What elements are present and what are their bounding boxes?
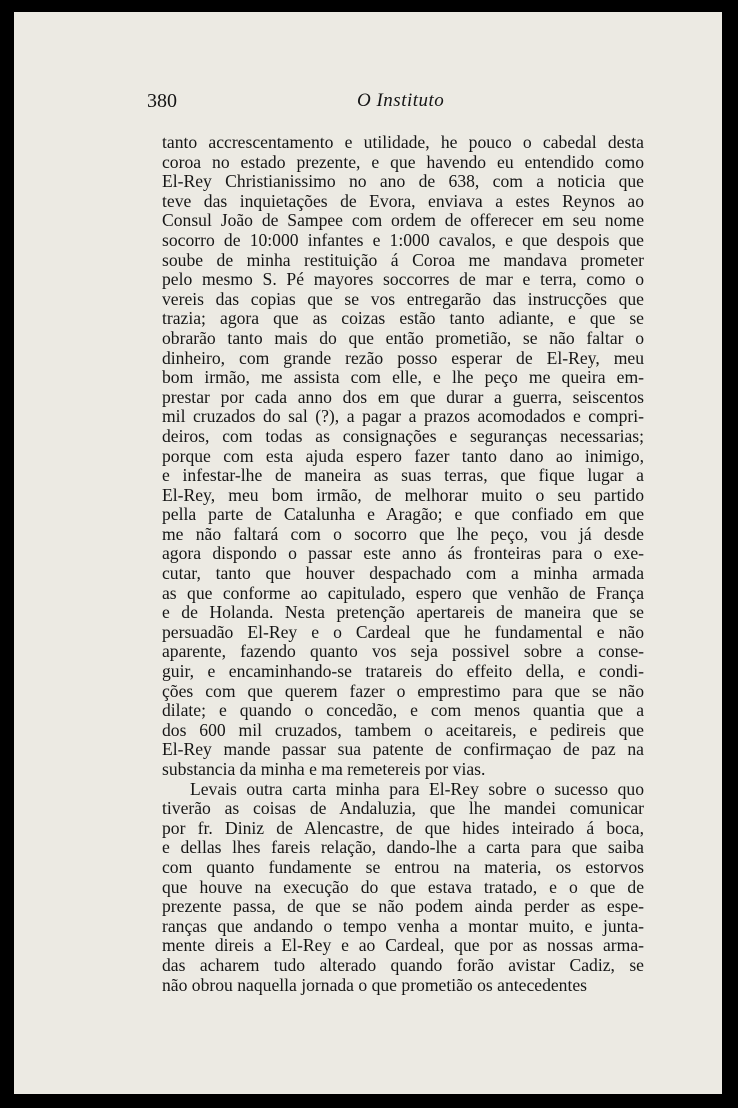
text-line: as que conforme ao capitulado, espero que venhão de França [162, 582, 644, 603]
text-line: obrarão tanto mais do que então prometião, se não faltar o [162, 327, 644, 348]
text-line: socorro de 10:000 infantes e 1:000 cavalos, e que despois que [162, 229, 644, 250]
text-line: coroa no estado prezente, e que havendo eu entendido como [162, 151, 644, 172]
text-line: dilate; e quando o concedão, e com menos quantia que a [162, 700, 644, 721]
text-line: pelo mesmo S. Pé mayores soccorres de mar e terra, como o [162, 269, 644, 290]
text-line: e infestar-lhe de maneira as suas terras, que fique lugar a [162, 465, 644, 486]
text-line: soube de minha restituição á Coroa me mandava prometer [162, 249, 644, 270]
text-line: El-Rey Christianissimo no ano de 638, com a noticia que [162, 171, 644, 192]
paragraph [162, 780, 644, 996]
book-page [14, 12, 722, 1094]
text-line: prestar por cada anno dos em que durar a guerra, seiscentos [162, 386, 644, 407]
text-line: com quanto fundamente se entrou na materia, os estorvos [162, 856, 644, 877]
running-title: O Instituto [357, 90, 445, 111]
text-line: Levais outra carta minha para El-Rey sobre o sucesso quo [190, 778, 644, 799]
text-line: pella parte de Catalunha e Aragão; e que confiado em que [162, 504, 644, 525]
text-line: ranças que andando o tempo venha a montar muito, e junta- [162, 915, 644, 936]
text-line: não obrou naquella jornada o que prometião os antecedentes [162, 974, 588, 995]
text-line: El-Rey mande passar sua patente de confirmaçao de paz na [162, 739, 644, 760]
text-line: aparente, fazendo quanto vos seja possivel sobre a conse- [162, 641, 644, 662]
text-line: guir, e encaminhando-se tratareis do effeito della, e condi- [162, 661, 644, 682]
page-number: 380 [147, 90, 177, 112]
text-line: tiverão as coisas de Andaluzia, que lhe mandei comunicar [162, 798, 644, 819]
text-line: bom irmão, me assista com elle, e lhe peço me queira em- [162, 367, 644, 388]
text-line: vereis das copias que se vos entregarão das instrucções que [162, 288, 644, 309]
text-line: agora dispondo o passar este anno ás fronteiras para o exe- [162, 543, 644, 564]
text-line: por fr. Diniz de Alencastre, de que hides inteirado á boca, [162, 817, 644, 838]
text-line: deiros, com todas as consignações e seguranças necessarias; [162, 425, 644, 446]
text-line: tanto accrescentamento e utilidade, he pouco o cabedal desta [162, 132, 644, 152]
text-line: que houve na execução do que estava tratado, e o que de [162, 876, 644, 897]
text-line: e dellas lhes fareis relação, dando-lhe a carta para que saiba [162, 837, 644, 858]
text-line: prezente passa, de que se não podem ainda perder as espe- [162, 896, 644, 917]
text-line: ções com que querem fazer o emprestimo para que se não [162, 680, 644, 701]
text-line: persuadão El-Rey e o Cardeal que he fundamental e não [162, 621, 644, 642]
running-head [147, 90, 647, 120]
body-text [162, 133, 644, 995]
text-line: mil cruzados do sal (?), a pagar a prazos acomodados e compri- [162, 406, 644, 427]
paragraph [162, 133, 644, 780]
text-line: Consul João de Sampee com ordem de offerecer em seu nome [162, 210, 644, 231]
text-line: me não faltará com o socorro que lhe peço, vou já desde [162, 523, 644, 544]
text-line: cutar, tanto que houver despachado com a minha armada [162, 563, 644, 584]
text-line: trazia; agora que as coizas estão tanto adiante, e que se [162, 308, 644, 329]
text-line: e de Holanda. Nesta pretenção apertareis de maneira que se [162, 602, 644, 623]
text-line: substancia da minha e ma remetereis por vias. [162, 759, 486, 779]
text-line: teve das inquietações de Evora, enviava a estes Reynos ao [162, 190, 644, 211]
text-line: dos 600 mil cruzados, tambem o aceitareis, e pedireis que [162, 719, 644, 740]
text-line: dinheiro, com grande rezão posso esperar de El-Rey, meu [162, 347, 644, 368]
text-line: das acharem tudo alterado quando forão avistar Cadiz, se [162, 954, 644, 975]
text-line: El-Rey, meu bom irmão, de melhorar muito o seu partido [162, 484, 644, 505]
text-line: mente direis a El-Rey e ao Cardeal, que por as nossas arma- [162, 935, 644, 956]
text-line: porque com esta ajuda espero fazer tanto dano ao inimigo, [162, 445, 644, 466]
